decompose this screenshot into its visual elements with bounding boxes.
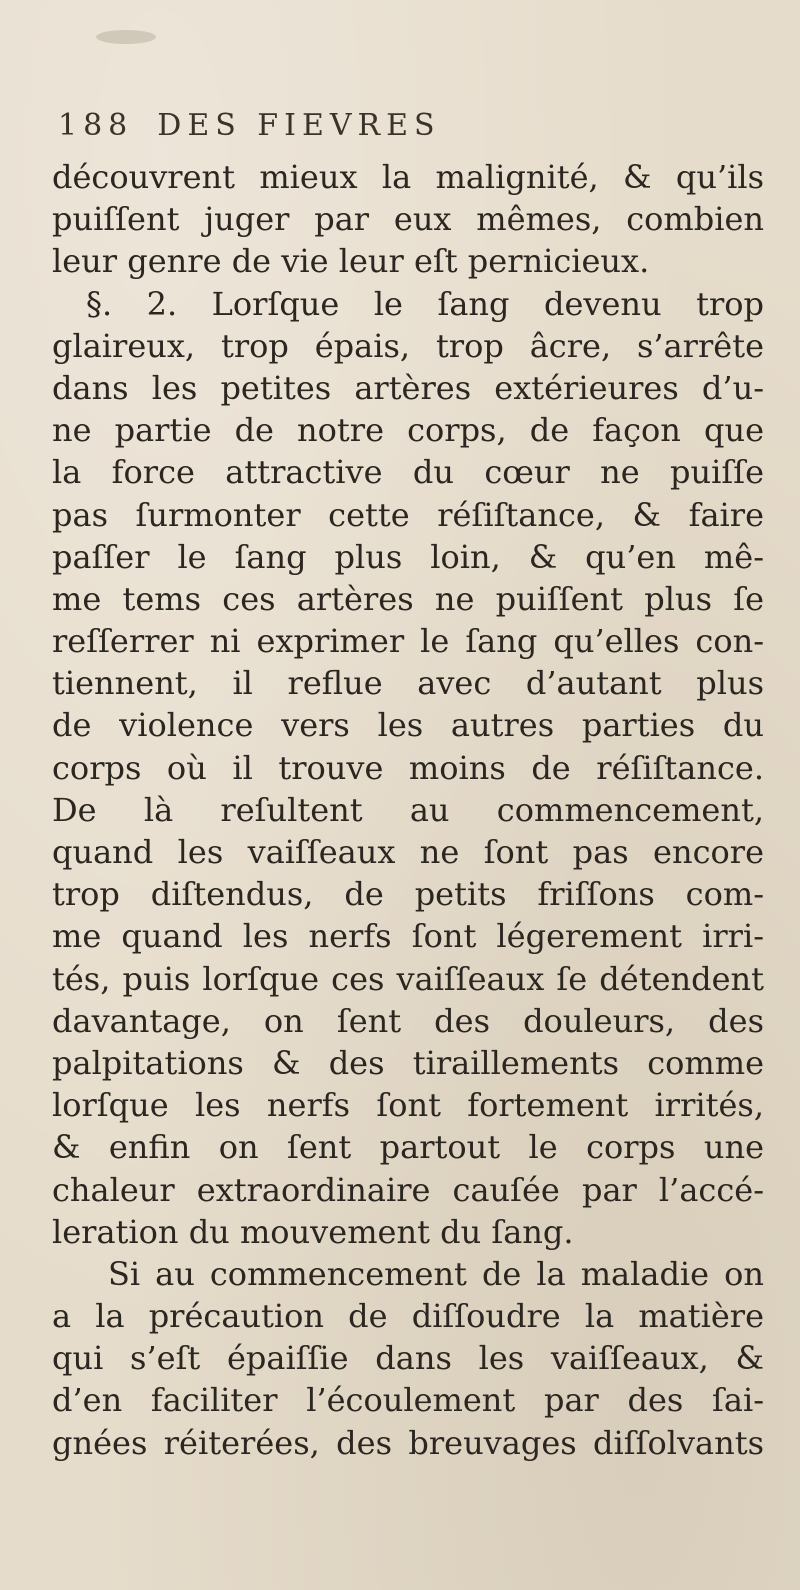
running-title: DES FIEVRES	[157, 108, 441, 143]
text-line: lorſque les nerfs ſont fortement irrités,	[52, 1086, 764, 1125]
text-line: tés, puis lorſque ces vaiſſeaux ſe détendent	[52, 959, 764, 998]
text-line: découvrent mieux la malignité, & qu’ils	[52, 158, 764, 196]
section-start-line: §. 2. Lorſque le ſang devenu trop	[86, 284, 764, 323]
text-line: reſſerrer ni exprimer le ſang qu’elles con-	[52, 622, 764, 661]
text-line: palpitations & des tiraillements comme	[52, 1043, 764, 1082]
running-head	[58, 108, 758, 143]
text-line: la force attractive du cœur ne puiſſe	[52, 453, 764, 492]
text-line: quand les vaiſſeaux ne ſont pas encore	[52, 833, 764, 871]
paper-stain	[96, 30, 156, 44]
text-line: a la précaution de diſſoudre la matière	[52, 1297, 764, 1336]
text-line: paſſer le ſang plus loin, & qu’en mê-	[52, 537, 764, 576]
text-line: me quand les nerfs ſont légerement irri-	[52, 917, 764, 956]
text-line: puiſſent juger par eux mêmes, combien	[52, 200, 764, 239]
text-line: De là reſultent au commencement,	[52, 790, 764, 829]
text-line: glaireux, trop épais, trop âcre, s’arrête	[52, 326, 764, 365]
text-line: trop diſtendus, de petits friſſons com-	[52, 875, 764, 914]
text-line: ne partie de notre corps, de façon que	[52, 411, 764, 450]
text-line: de violence vers les autres parties du	[52, 706, 764, 745]
text-line: chaleur extraordinaire cauſée par l’accé-	[52, 1170, 764, 1209]
text-line: d’en faciliter l’écoulement par des ſai-	[52, 1381, 764, 1420]
text-line: leur genre de vie leur eſt pernicieux.	[52, 242, 650, 281]
text-line: pas ſurmonter cette réſiſtance, & faire	[52, 495, 764, 534]
text-line: qui s’eſt épaiſſie dans les vaiſſeaux, &	[52, 1339, 764, 1378]
body-text	[52, 156, 764, 1464]
page-number: 188	[58, 108, 134, 143]
text-line: gnées réiterées, des breuvages diſſolvants	[52, 1423, 764, 1462]
text-line: corps où il trouve moins de réſiſtance.	[52, 748, 764, 787]
text-line: me tems ces artères ne puiſſent plus ſe	[52, 579, 764, 618]
paragraph-start-line: Si au commencement de la maladie on	[108, 1254, 764, 1293]
text-line: leration du mouvement du ſang.	[52, 1212, 574, 1251]
text-line: tiennent, il reflue avec d’autant plus	[52, 664, 764, 703]
text-line: dans les petites artères extérieures d’u-	[52, 368, 764, 407]
text-line: & enfin on ſent partout le corps une	[52, 1128, 764, 1167]
text-line: davantage, on ſent des douleurs, des	[52, 1001, 764, 1040]
